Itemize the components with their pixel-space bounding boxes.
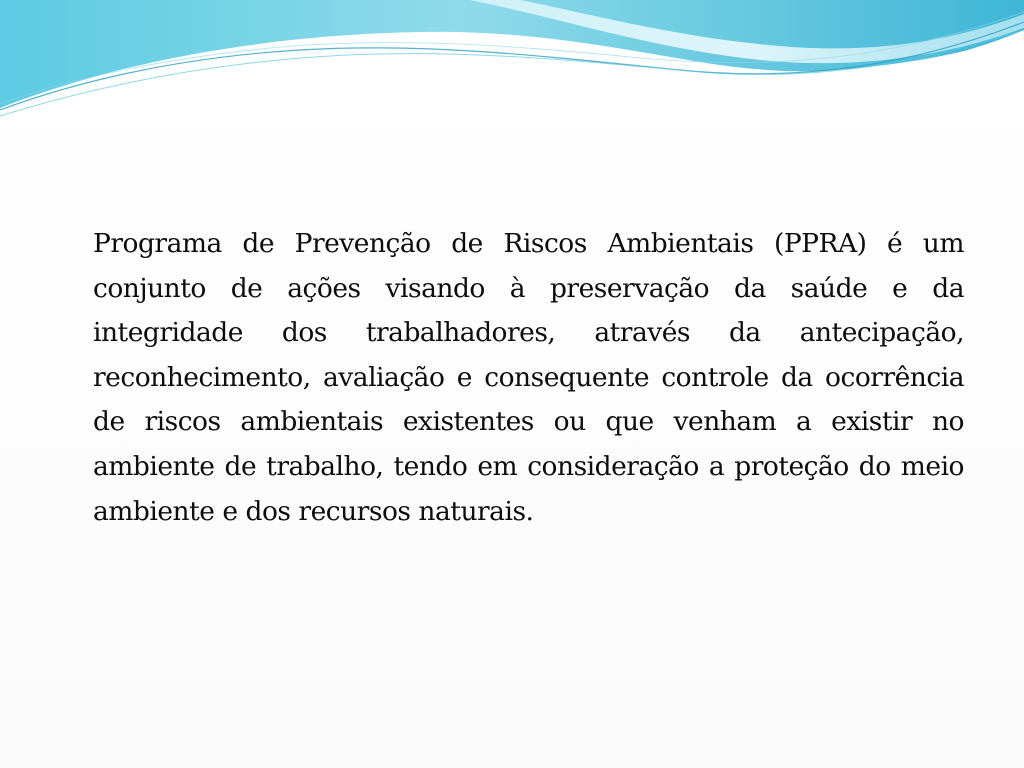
slide-body-text: Programa de Prevenção de Riscos Ambientais (PPRA) é um conjunto de ações visando à preservação da saúde e da integridade dos trabalhadores, através da antecipação, reconhecimento, avaliação e consequente controle da ocorrência de riscos ambientais existentes ou que venham a existir no ambiente de trabalho, tendo em consideração a proteção do meio ambiente e dos recursos naturais.	[93, 228, 964, 527]
wave-header-decoration	[0, 0, 1024, 130]
